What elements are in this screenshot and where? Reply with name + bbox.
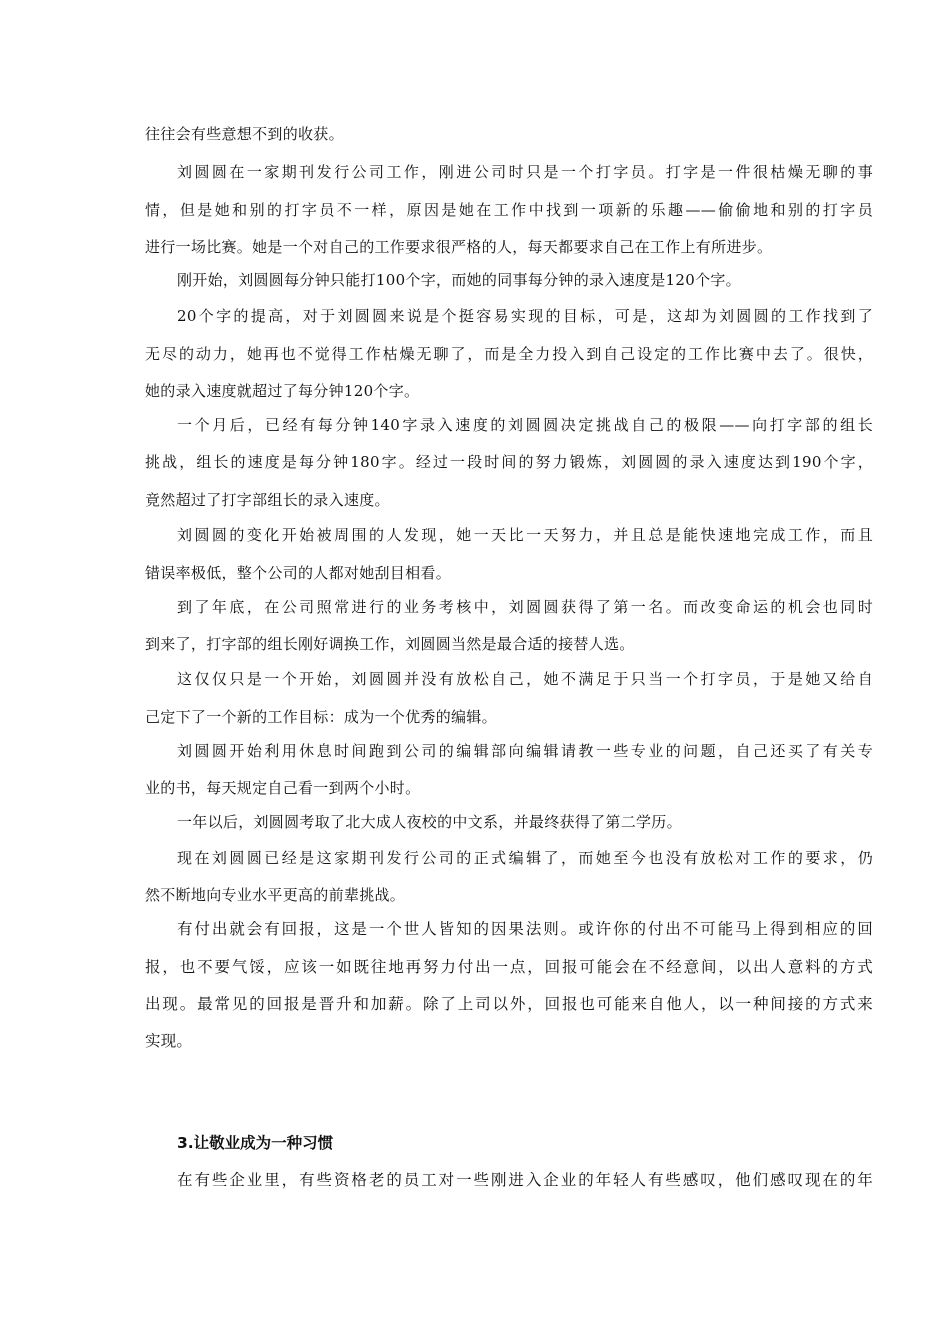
paragraph-line: 刘圆圆的变化开始被周围的人发现，她一天比一天努力，并且总是能快速地完成工作，而且 (177, 526, 873, 544)
paragraph-line: 业的书，每天规定自己看一到两个小时。 (145, 779, 421, 797)
paragraph-line: 进行一场比赛。她是一个对自己的工作要求很严格的人，每天都要求自己在工作上有所进步。 (145, 238, 773, 256)
paragraph-line: 刚开始，刘圆圆每分钟只能打100个字，而她的同事每分钟的录入速度是120个字。 (177, 271, 741, 289)
paragraph-line: 她的录入速度就超过了每分钟120个字。 (145, 382, 420, 400)
paragraph-line: 到了年底，在公司照常进行的业务考核中，刘圆圆获得了第一名。而改变命运的机会也同时 (177, 598, 873, 616)
paragraph-line: 20个字的提高，对于刘圆圆来说是个挺容易实现的目标，可是，这却为刘圆圆的工作找到了 (177, 307, 873, 325)
paragraph-line: 这仅仅只是一个开始，刘圆圆并没有放松自己，她不满足于只当一个打字员，于是她又给自 (177, 670, 873, 688)
paragraph-line: 错误率极低，整个公司的人都对她刮目相看。 (145, 564, 452, 582)
paragraph-line: 无尽的动力，她再也不觉得工作枯燥无聊了，而是全力投入到自己设定的工作比赛中去了。很快， (145, 345, 873, 363)
section-heading: 3.让敬业成为一种习惯 (177, 1134, 334, 1152)
paragraph-line: 出现。最常见的回报是晋升和加薪。除了上司以外，回报也可能来自他人，以一种间接的方式来 (145, 995, 873, 1013)
paragraph-line: 竟然超过了打字部组长的录入速度。 (145, 491, 390, 509)
paragraph-line: 己定下了一个新的工作目标：成为一个优秀的编辑。 (145, 708, 497, 726)
paragraph-line: 现在刘圆圆已经是这家期刊发行公司的正式编辑了，而她至今也没有放松对工作的要求，仍 (177, 849, 873, 867)
paragraph-line: 实现。 (145, 1032, 193, 1050)
paragraph-line: 到来了，打字部的组长刚好调换工作，刘圆圆当然是最合适的接替人选。 (145, 635, 635, 653)
paragraph-line: 刘圆圆开始利用休息时间跑到公司的编辑部向编辑请教一些专业的问题，自己还买了有关专 (177, 742, 873, 760)
paragraph-line: 有付出就会有回报，这是一个世人皆知的因果法则。或许你的付出不可能马上得到相应的回 (177, 920, 873, 938)
paragraph-line: 然不断地向专业水平更高的前辈挑战。 (145, 886, 406, 904)
paragraph-line: 在有些企业里，有些资格老的员工对一些刚进入企业的年轻人有些感叹，他们感叹现在的年 (177, 1171, 873, 1189)
paragraph-line: 往往会有些意想不到的收获。 (145, 125, 344, 143)
paragraph-line: 情，但是她和别的打字员不一样，原因是她在工作中找到一项新的乐趣——偷偷地和别的打字员 (145, 201, 873, 219)
paragraph-line: 挑战，组长的速度是每分钟180字。经过一段时间的努力锻炼，刘圆圆的录入速度达到190个字， (145, 453, 873, 471)
paragraph-line: 一年以后，刘圆圆考取了北大成人夜校的中文系，并最终获得了第二学历。 (177, 813, 682, 831)
paragraph-line: 一个月后，已经有每分钟140字录入速度的刘圆圆决定挑战自己的极限——向打字部的组长 (177, 416, 873, 434)
paragraph-line: 刘圆圆在一家期刊发行公司工作，刚进公司时只是一个打字员。打字是一件很枯燥无聊的事 (177, 163, 873, 181)
paragraph-line: 报，也不要气馁，应该一如既往地再努力付出一点，回报可能会在不经意间，以出人意料的方式 (145, 958, 873, 976)
